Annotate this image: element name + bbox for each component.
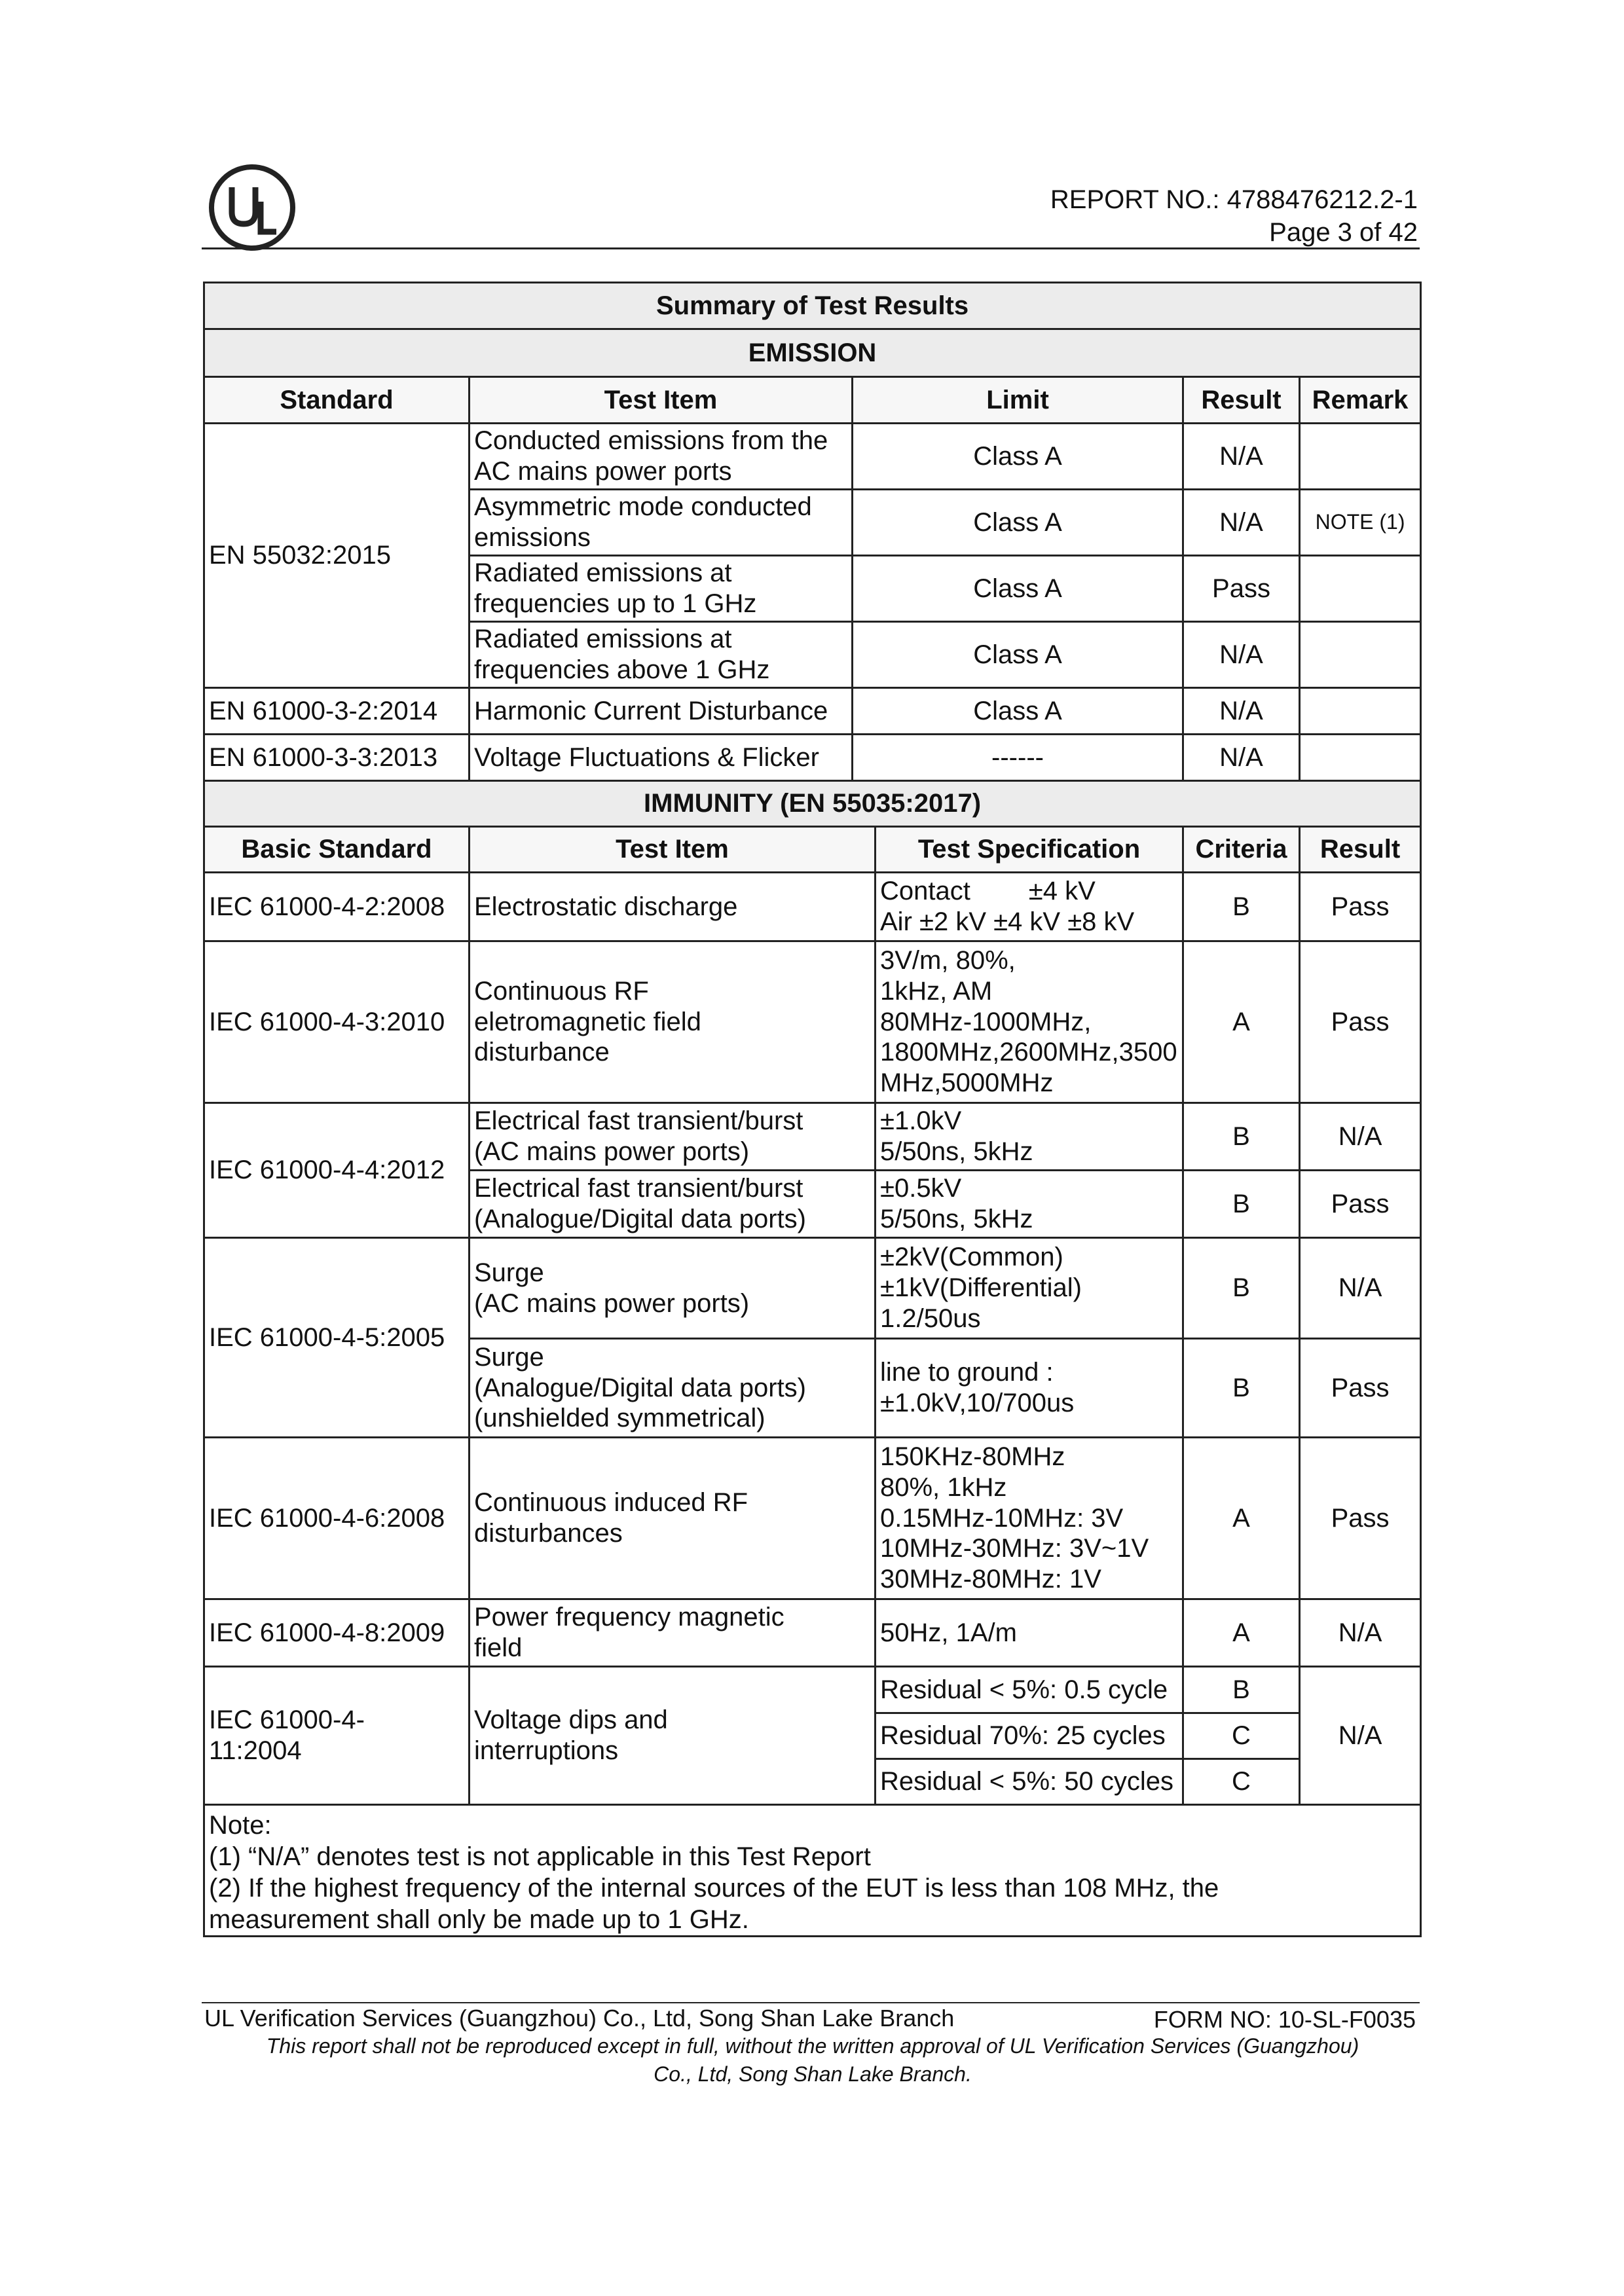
remark-cell: NOTE (1)	[1300, 490, 1421, 556]
spec-cell: ±2kV(Common) ±1kV(Differential) 1.2/50us	[876, 1238, 1183, 1339]
test-item-cell: Surge (AC mains power ports)	[470, 1238, 876, 1339]
result-cell: N/A	[1300, 1599, 1421, 1667]
criteria-cell: C	[1183, 1759, 1300, 1805]
criteria-cell: C	[1183, 1713, 1300, 1759]
col-header-standard: Standard	[204, 377, 470, 424]
result-cell: N/A	[1183, 622, 1300, 688]
col-header-test-specification: Test Specification	[876, 827, 1183, 873]
result-cell: Pass	[1300, 1339, 1421, 1438]
note-line: (2) If the highest frequency of the internal sources of the EUT is less than 108 MHz, the	[209, 1874, 1219, 1903]
standard-cell: IEC 61000-4- 11:2004	[204, 1667, 470, 1805]
result-cell: Pass	[1300, 873, 1421, 941]
summary-title: Summary of Test Results	[204, 283, 1421, 329]
standard-cell: EN 61000-3-3:2013	[204, 735, 470, 781]
test-item-cell: Voltage Fluctuations & Flicker	[470, 735, 853, 781]
summary-table	[203, 282, 1422, 1937]
note-row	[204, 1805, 1421, 1937]
result-cell: Pass	[1300, 1438, 1421, 1599]
spec-cell: Residual < 5%: 0.5 cycle	[876, 1667, 1183, 1713]
spec-cell: 150KHz-80MHz 80%, 1kHz 0.15MHz-10MHz: 3V 10MHz-30MHz: 3V~1V 30MHz-80MHz: 1V	[876, 1438, 1183, 1599]
test-item-cell: Radiated emissions at frequencies up to 1 GHz	[470, 556, 853, 622]
spec-cell: Residual 70%: 25 cycles	[876, 1713, 1183, 1759]
standard-cell: EN 61000-3-2:2014	[204, 688, 470, 735]
criteria-cell: A	[1183, 941, 1300, 1103]
result-cell: N/A	[1300, 1667, 1421, 1805]
standard-cell: IEC 61000-4-8:2009	[204, 1599, 470, 1667]
footer-divider	[202, 2002, 1420, 2003]
criteria-cell: B	[1183, 1339, 1300, 1438]
test-item-cell: Electrostatic discharge	[470, 873, 876, 941]
result-cell: N/A	[1183, 735, 1300, 781]
table-row	[204, 1599, 1421, 1667]
table-row	[204, 735, 1421, 781]
spec-cell: Residual < 5%: 50 cycles	[876, 1759, 1183, 1805]
criteria-cell: B	[1183, 1667, 1300, 1713]
table-row	[204, 1238, 1421, 1339]
test-item-cell: Conducted emissions from the AC mains power ports	[470, 424, 853, 490]
spec-cell: 50Hz, 1A/m	[876, 1599, 1183, 1667]
spec-cell: 3V/m, 80%, 1kHz, AM 80MHz-1000MHz, 1800MHz,2600MHz,3500 MHz,5000MHz	[876, 941, 1183, 1103]
page-number: Page 3 of 42	[1269, 218, 1418, 247]
col-header-test-item: Test Item	[470, 827, 876, 873]
result-cell: Pass	[1300, 1171, 1421, 1238]
remark-cell	[1300, 424, 1421, 490]
footer-disclaimer: This report shall not be reproduced except in full, without the written approval of UL Verification Services (Guangzhou) Co., Ltd, Song Shan Lake Branch.	[266, 2034, 1359, 2086]
result-cell: Pass	[1183, 556, 1300, 622]
remark-cell	[1300, 735, 1421, 781]
spec-cell: line to ground : ±1.0kV,10/700us	[876, 1339, 1183, 1438]
note-line: (1) “N/A” denotes test is not applicable in this Test Report	[209, 1842, 871, 1871]
col-header-limit: Limit	[853, 377, 1183, 424]
limit-cell: Class A	[853, 622, 1183, 688]
col-header-criteria: Criteria	[1183, 827, 1300, 873]
limit-cell: Class A	[853, 424, 1183, 490]
standard-cell: IEC 61000-4-2:2008	[204, 873, 470, 941]
header-divider	[202, 247, 1420, 249]
result-cell: N/A	[1183, 688, 1300, 735]
immunity-title: IMMUNITY (EN 55035:2017)	[204, 781, 1421, 827]
criteria-cell: B	[1183, 1171, 1300, 1238]
spec-cell: ±0.5kV 5/50ns, 5kHz	[876, 1171, 1183, 1238]
ul-logo	[208, 164, 296, 251]
col-header-remark: Remark	[1300, 377, 1421, 424]
limit-cell: ------	[853, 735, 1183, 781]
remark-cell	[1300, 556, 1421, 622]
table-row	[204, 1667, 1421, 1713]
col-header-result: Result	[1183, 377, 1300, 424]
test-item-cell: Electrical fast transient/burst (Analogue/Digital data ports)	[470, 1171, 876, 1238]
test-item-cell: Continuous RF eletromagnetic field disturbance	[470, 941, 876, 1103]
test-item-cell: Harmonic Current Disturbance	[470, 688, 853, 735]
standard-cell: EN 55032:2015	[204, 424, 470, 688]
col-header-basic-standard: Basic Standard	[204, 827, 470, 873]
footer-form-number: FORM NO: 10-SL-F0035	[1153, 2006, 1416, 2033]
remark-cell	[1300, 688, 1421, 735]
limit-cell: Class A	[853, 556, 1183, 622]
result-cell: N/A	[1183, 490, 1300, 556]
result-cell: N/A	[1300, 1238, 1421, 1339]
note-line: measurement shall only be made up to 1 GHz.	[209, 1905, 749, 1934]
immunity-header-row	[204, 827, 1421, 873]
standard-cell: IEC 61000-4-3:2010	[204, 941, 470, 1103]
remark-cell	[1300, 622, 1421, 688]
emission-title: EMISSION	[204, 329, 1421, 377]
table-row	[204, 424, 1421, 490]
result-cell: N/A	[1300, 1103, 1421, 1171]
result-cell: N/A	[1183, 424, 1300, 490]
table-row	[204, 941, 1421, 1103]
spec-cell: ±1.0kV 5/50ns, 5kHz	[876, 1103, 1183, 1171]
test-item-cell: Asymmetric mode conducted emissions	[470, 490, 853, 556]
emission-header-row	[204, 377, 1421, 424]
col-header-test-item: Test Item	[470, 377, 853, 424]
criteria-cell: A	[1183, 1599, 1300, 1667]
table-row	[204, 1438, 1421, 1599]
test-item-cell: Continuous induced RF disturbances	[470, 1438, 876, 1599]
standard-cell: IEC 61000-4-4:2012	[204, 1103, 470, 1238]
table-row	[204, 1103, 1421, 1171]
criteria-cell: B	[1183, 1103, 1300, 1171]
test-item-cell: Power frequency magnetic field	[470, 1599, 876, 1667]
test-item-cell: Voltage dips and interruptions	[470, 1667, 876, 1805]
standard-cell: IEC 61000-4-6:2008	[204, 1438, 470, 1599]
table-row	[204, 873, 1421, 941]
col-header-result: Result	[1300, 827, 1421, 873]
note-cell	[204, 1805, 1421, 1937]
note-title: Note:	[209, 1811, 272, 1840]
test-item-cell: Surge (Analogue/Digital data ports) (unshielded symmetrical)	[470, 1339, 876, 1438]
footer-company: UL Verification Services (Guangzhou) Co., Ltd, Song Shan Lake Branch	[204, 2005, 955, 2032]
spec-cell: Contact ±4 kV Air ±2 kV ±4 kV ±8 kV	[876, 873, 1183, 941]
limit-cell: Class A	[853, 490, 1183, 556]
result-cell: Pass	[1300, 941, 1421, 1103]
table-row	[204, 688, 1421, 735]
criteria-cell: B	[1183, 1238, 1300, 1339]
standard-cell: IEC 61000-4-5:2005	[204, 1238, 470, 1438]
report-number: REPORT NO.: 4788476212.2-1	[1050, 185, 1418, 214]
test-item-cell: Electrical fast transient/burst (AC mains power ports)	[470, 1103, 876, 1171]
criteria-cell: A	[1183, 1438, 1300, 1599]
criteria-cell: B	[1183, 873, 1300, 941]
limit-cell: Class A	[853, 688, 1183, 735]
test-item-cell: Radiated emissions at frequencies above 1 GHz	[470, 622, 853, 688]
